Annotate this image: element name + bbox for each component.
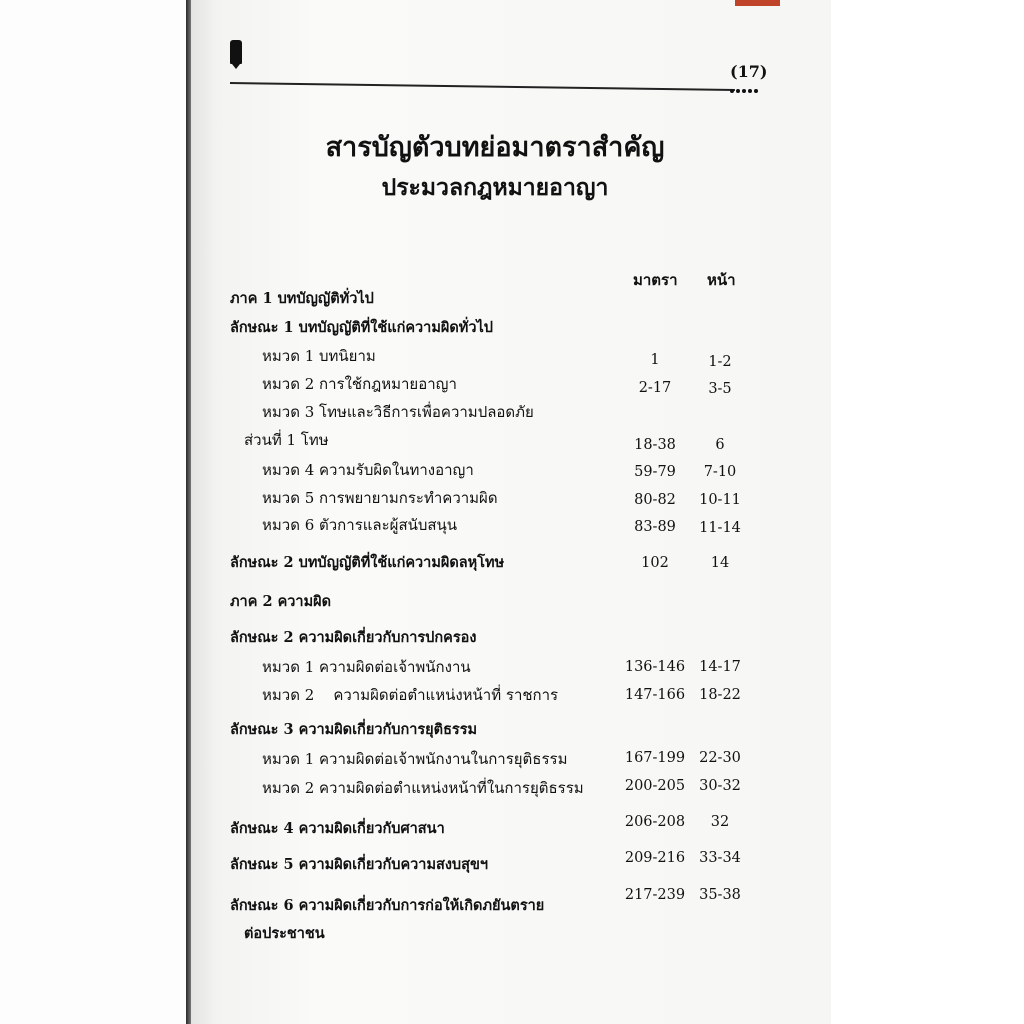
toc-section: 18-38 bbox=[634, 437, 676, 453]
toc-label: ลักษณะ 4 ความผิดเกี่ยวกับศาสนา bbox=[230, 820, 445, 837]
toc-row bbox=[0, 590, 1024, 616]
toc-row bbox=[0, 683, 1024, 709]
rule-ornament bbox=[730, 87, 760, 95]
toc-section: 167-199 bbox=[624, 750, 686, 766]
toc-label: หมวด 2 ความผิดต่อตำแหน่งหน้าที่ในการยุติธรรม bbox=[262, 779, 584, 797]
toc-page: 10-11 bbox=[699, 492, 741, 508]
toc-page: 14 bbox=[710, 555, 730, 571]
toc-row bbox=[0, 626, 1024, 652]
toc-label: ลักษณะ 2 บทบัญญัติที่ใช้แก่ความผิดลหุโทษ bbox=[230, 554, 505, 571]
toc-row bbox=[0, 655, 1024, 681]
toc-page: 18-22 bbox=[699, 687, 741, 703]
toc-label: ลักษณะ 1 บทบัญญัติที่ใช้แก่ความผิดทั่วไป bbox=[230, 319, 493, 336]
toc-row bbox=[0, 850, 1024, 879]
toc-page: 6 bbox=[715, 437, 725, 453]
tab-marker bbox=[735, 0, 780, 6]
toc-label: หมวด 6 ตัวการและผู้สนับสนุน bbox=[262, 516, 458, 534]
toc-section: 83-89 bbox=[634, 519, 676, 535]
toc-row bbox=[0, 776, 1024, 802]
toc-row bbox=[0, 316, 1024, 342]
toc-label: ส่วนที่ 1 โทษ bbox=[244, 431, 329, 449]
toc-section: 1 bbox=[650, 352, 660, 368]
toc-page: 22-30 bbox=[699, 750, 741, 766]
bookmark-icon bbox=[230, 40, 242, 64]
toc-row bbox=[0, 747, 1024, 773]
toc-row bbox=[0, 287, 1024, 313]
toc-section: 102 bbox=[641, 555, 669, 571]
toc-label: หมวด 1 บทนิยาม bbox=[262, 347, 376, 365]
toc-label: หมวด 1 ความผิดต่อเจ้าพนักงาน bbox=[262, 658, 471, 676]
toc-page: 3-5 bbox=[708, 381, 732, 397]
toc-page: 30-32 bbox=[699, 778, 741, 794]
toc-section: 147-166 bbox=[624, 687, 686, 703]
toc-label: ลักษณะ 6 ความผิดเกี่ยวกับการก่อให้เกิดภยันตราย bbox=[230, 897, 545, 914]
toc-section: 59-79 bbox=[634, 464, 676, 480]
page-subtitle: ประมวลกฎหมายอาญา bbox=[381, 174, 609, 201]
toc-section: 136-146 bbox=[624, 659, 686, 675]
toc-label: ภาค 1 บทบัญญัติทั่วไป bbox=[230, 290, 374, 307]
toc-page: 33-34 bbox=[699, 850, 741, 866]
toc-section: 80-82 bbox=[634, 492, 676, 508]
toc-page: 7-10 bbox=[703, 464, 737, 480]
page-number: (17) bbox=[730, 62, 768, 81]
toc-section: 200-205 bbox=[624, 778, 686, 794]
page-column-header: หน้า bbox=[707, 271, 736, 289]
toc-section: 2-17 bbox=[638, 380, 672, 396]
toc-page: 32 bbox=[710, 814, 730, 830]
toc-page: 1-2 bbox=[708, 354, 732, 370]
section-column-header: มาตรา bbox=[633, 271, 678, 289]
toc-row bbox=[0, 400, 1024, 426]
toc-label: หมวด 2 การใช้กฎหมายอาญา bbox=[262, 375, 457, 393]
toc-row bbox=[0, 344, 1024, 370]
toc-section: 209-216 bbox=[624, 850, 686, 866]
toc-page: 11-14 bbox=[699, 520, 741, 536]
toc-row bbox=[0, 887, 1024, 920]
toc-row bbox=[0, 428, 1024, 454]
toc-row bbox=[0, 718, 1024, 744]
toc-label: ภาค 2 ความผิด bbox=[230, 593, 332, 610]
toc-section: 217-239 bbox=[624, 887, 686, 903]
toc-row bbox=[0, 372, 1024, 398]
toc-row bbox=[0, 486, 1024, 512]
toc-row bbox=[0, 814, 1024, 843]
toc-label: หมวด 1 ความผิดต่อเจ้าพนักงานในการยุติธรรม bbox=[262, 750, 568, 768]
toc-label: ต่อประชาชน bbox=[244, 925, 325, 942]
toc-page: 35-38 bbox=[699, 887, 741, 903]
toc-label: หมวด 4 ความรับผิดในทางอาญา bbox=[262, 461, 474, 479]
toc-section: 206-208 bbox=[624, 814, 686, 830]
toc-label: หมวด 2 ความผิดต่อตำแหน่งหน้าที่ ราชการ bbox=[262, 686, 559, 704]
toc-label: ลักษณะ 2 ความผิดเกี่ยวกับการปกครอง bbox=[230, 629, 477, 646]
page-title: สารบัญตัวบทย่อมาตราสำคัญ bbox=[325, 132, 665, 163]
toc-row bbox=[0, 513, 1024, 539]
toc-label: ลักษณะ 5 ความผิดเกี่ยวกับความสงบสุขฯ bbox=[230, 856, 489, 873]
toc-row bbox=[0, 458, 1024, 484]
toc-label: หมวด 3 โทษและวิธีการเพื่อความปลอดภัย bbox=[262, 403, 534, 421]
toc-label: ลักษณะ 3 ความผิดเกี่ยวกับการยุติธรรม bbox=[230, 721, 478, 738]
toc-row bbox=[0, 551, 1024, 577]
toc-row bbox=[0, 922, 1024, 948]
toc-page: 14-17 bbox=[699, 659, 741, 675]
toc-label: หมวด 5 การพยายามกระทำความผิด bbox=[262, 489, 498, 507]
